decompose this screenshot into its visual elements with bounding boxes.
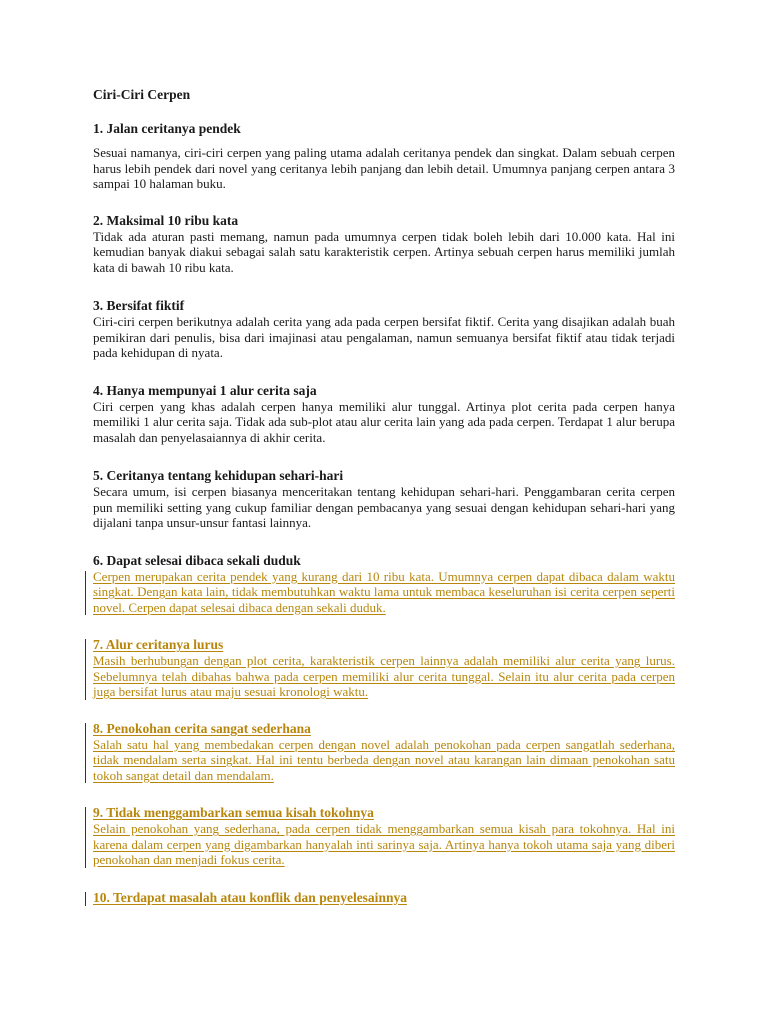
- section-1: [93, 121, 675, 192]
- section-6-body: Cerpen merupakan cerita pendek yang kurang dari 10 ribu kata. Umumnya cerpen dapat dibaca dalam waktu singkat. Dengan kata lain, tidak membutuhkan waktu lama untuk membaca keseluruhan isi cerita cerpen seperti novel. Cerpen dapat selesai dibaca dengan sekali duduk.: [93, 568, 675, 615]
- section-6-tracked-change: [93, 569, 675, 616]
- section-4-body: Ciri cerpen yang khas adalah cerpen hanya memiliki alur tunggal. Artinya plot cerita pada cerpen hanya memiliki 1 alur cerita saja. Tidak ada sub-plot atau alur cerita lain yang ada pada cerpen. Terdapat 1 alur berupa masalah dan penyelasaiannya di akhir cerita.: [93, 398, 675, 445]
- section-5-body: Secara umum, isi cerpen biasanya menceritakan tentang kehidupan sehari-hari. Penggambaran cerita cerpen pun memiliki setting yang cukup familiar dengan pembacanya yang sesuai dengan kehidupan sehari-hari yang dijalani tanpa unsur-unsur fantasi lainnya.: [93, 484, 675, 530]
- change-bar: [85, 723, 86, 784]
- section-5: [93, 468, 675, 531]
- section-6: [93, 553, 675, 616]
- section-5-heading: 5. Ceritanya tentang kehidupan sehari-hari: [93, 468, 344, 483]
- section-2: [93, 213, 675, 276]
- section-7: [93, 637, 675, 700]
- section-9: [93, 805, 675, 868]
- change-bar: [85, 807, 86, 868]
- section-8-body: Salah satu hal yang membedakan cerpen dengan novel adalah penokohan pada cerpen sangatlah sederhana, tidak mendalam serta singkat. Hal ini tentu berbeda dengan novel atau karangan lain dimaan penokohan satu tokoh sangat detail dan mendalam.: [93, 736, 675, 783]
- section-3-body: Ciri-ciri cerpen berikutnya adalah cerita yang ada pada cerpen bersifat fiktif. Cerita yang disajikan adalah buah pemikiran dari penulis, bisa dari imajinasi atau pengalaman, namun semuanya bersifat fiktif atau tidak terjadi pada kehidupan di nyata.: [93, 314, 675, 360]
- section-8: [93, 721, 675, 784]
- section-7-heading: 7. Alur ceritanya lurus: [93, 637, 224, 652]
- section-6-heading: 6. Dapat selesai dibaca sekali duduk: [93, 552, 301, 568]
- change-bar: [85, 892, 86, 906]
- section-4-heading: 4. Hanya mempunyai 1 alur cerita saja: [93, 382, 317, 398]
- section-3-heading: 3. Bersifat fiktif: [93, 298, 185, 313]
- section-1-heading: 1. Jalan ceritanya pendek: [93, 121, 241, 136]
- section-2-body: Tidak ada aturan pasti memang, namun pada umumnya cerpen tidak boleh lebih dari 10.000 kata. Hal ini kemudian banyak diakui sebagai salah satu karakteristik cerpen. Artinya sebuah cerpen harus memiliki jumlah kata di bawah 10 ribu kata.: [93, 228, 675, 275]
- section-10: [93, 890, 675, 906]
- section-1-body: Sesuai namanya, ciri-ciri cerpen yang paling utama adalah ceritanya pendek dan singkat. Dalam sebuah cerpen harus lebih pendek dari novel yang ceritanya lebih panjang dan lebih detail. Umumnya panjang cerpen antara 3 sampai 10 halaman buku.: [93, 145, 675, 191]
- change-bar: [85, 571, 86, 616]
- section-2-heading: 2. Maksimal 10 ribu kata: [93, 212, 239, 228]
- section-4: [93, 383, 675, 446]
- change-bar: [85, 639, 86, 700]
- section-9-body: Selain penokohan yang sederhana, pada cerpen tidak menggambarkan semua kisah para tokohnya. Hal ini karena dalam cerpen yang digambarkan hanyalah inti sarinya saja. Artinya hanya tokoh utama saja yang diberi penokohan dan menjadi fokus cerita.: [93, 821, 675, 867]
- section-7-body: Masih berhubungan dengan plot cerita, karakteristik cerpen lainnya adalah memiliki alur cerita yang lurus. Sebelumnya telah dibahas bahwa pada cerpen memiliki alur cerita tunggal. Selain itu alur cerita pada cerpen juga bersifat lurus atau maju sesuai kronologi waktu.: [93, 653, 675, 699]
- document-title: Ciri-Ciri Cerpen: [93, 87, 191, 102]
- section-9-heading: 9. Tidak menggambarkan semua kisah tokohnya: [93, 805, 374, 820]
- section-3: [93, 298, 675, 361]
- document-page: [93, 86, 675, 906]
- section-8-heading: 8. Penokohan cerita sangat sederhana: [93, 720, 311, 736]
- section-10-heading: 10. Terdapat masalah atau konflik dan penyelesainnya: [93, 889, 407, 905]
